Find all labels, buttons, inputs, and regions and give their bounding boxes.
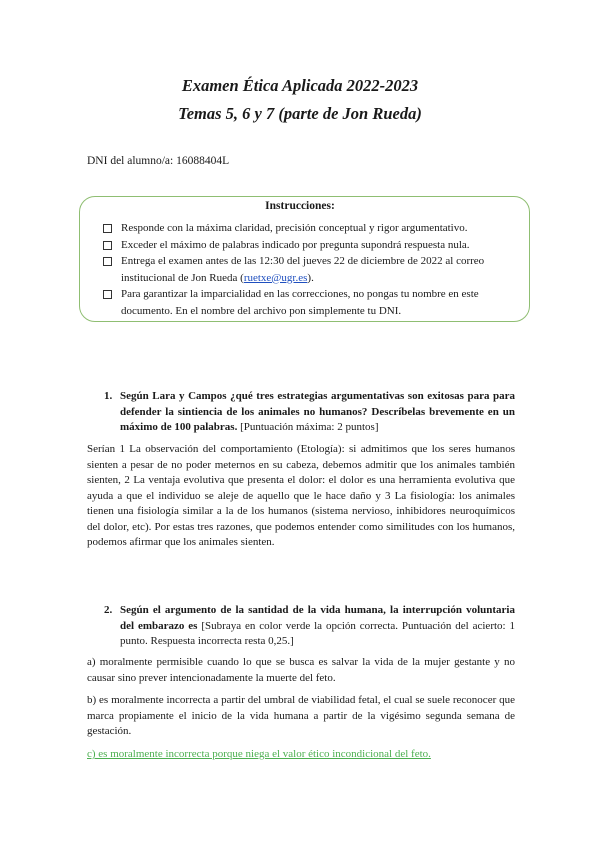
- option-a[interactable]: a) moralmente permisible cuando lo que se busca es salvar la vida de la mujer gestante y no causar sino prever intencionadamente la muerte del feto.: [87, 656, 515, 684]
- question-number: 2.: [104, 604, 113, 616]
- option-b[interactable]: b) es moralmente incorrecta a partir del umbral de viabilidad fetal, el cual se suele reconocer que marca propiamente el inicio de la vida humana a partir de la vigésimo segunda semana de gestación.: [87, 694, 515, 737]
- email-link[interactable]: ruetxe@ugr.es: [243, 271, 308, 284]
- question-prompt: Según el argumento de la santidad de la vida humana, la interrupción voluntaria del embarazo es: [120, 604, 515, 632]
- checkbox-icon: [103, 224, 112, 233]
- answer-1: Serían 1 La observación del comportamiento (Etología): si admitimos que los seres humanos sienten a pesar de no poder meternos en su cabeza, debemos admitir que los animales también sienten, 2 La ventaja evolutiva que presenta el dolor: el dolor es una herramienta evolutiva que ayuda a que el individuo se aleje de aquello que le hace daño y 3 La fisiología: los animales tienen una fisiología similar a la de los humanos (sistema nervioso, inhibidores neuroquímicos del dolor, etc). Por estas tres razones, que podemos entender como similitudes con los humanos, podemos afirmar que los animales sienten.: [87, 443, 515, 548]
- instructions-list: [102, 220, 522, 319]
- question-number: 1.: [104, 390, 113, 402]
- checkbox-icon: [103, 257, 112, 266]
- student-dni: DNI del alumno/a: 16088404L: [87, 155, 230, 167]
- instruction-item: Exceder el máximo de palabras indicado por pregunta supondrá respuesta nula.: [102, 237, 522, 254]
- instruction-item: Para garantizar la imparcialidad en las correcciones, no pongas tu nombre en este documento. En el nombre del archivo pon simplemente tu DNI.: [102, 286, 522, 319]
- checkbox-icon: [103, 241, 112, 250]
- checkbox-icon: [103, 290, 112, 299]
- exam-subtitle: Temas 5, 6 y 7 (parte de Jon Rueda): [178, 104, 422, 123]
- instruction-item: Responde con la máxima claridad, precisión conceptual y rigor argumentativo.: [102, 220, 522, 237]
- question-scoring: [Puntuación máxima: 2 puntos]: [237, 421, 379, 433]
- instructions-title: Instrucciones:: [265, 200, 335, 212]
- question-2: [87, 603, 515, 650]
- question-scoring: [Subraya en color verde la opción correcta. Puntuación del acierto: 1 punto. Respuesta incorrecta resta 0,25.]: [120, 619, 515, 647]
- question-prompt: Según Lara y Campos ¿qué tres estrategias argumentativas son exitosas para para defender la sintiencia de los animales no humanos? Descríbelas brevemente en un máximo de 100 palabras.: [120, 390, 515, 433]
- question-1: [87, 389, 515, 436]
- instruction-item: Entrega el examen antes de las 12:30 del jueves 22 de diciembre de 2022 al correo institucional de Jon Rueda (ruetxe@ugr.es).: [102, 253, 522, 286]
- exam-title: Examen Ética Aplicada 2022-2023: [181, 76, 419, 95]
- option-c-correct[interactable]: c) es moralmente incorrecta porque niega el valor ético incondicional del feto.: [87, 748, 431, 760]
